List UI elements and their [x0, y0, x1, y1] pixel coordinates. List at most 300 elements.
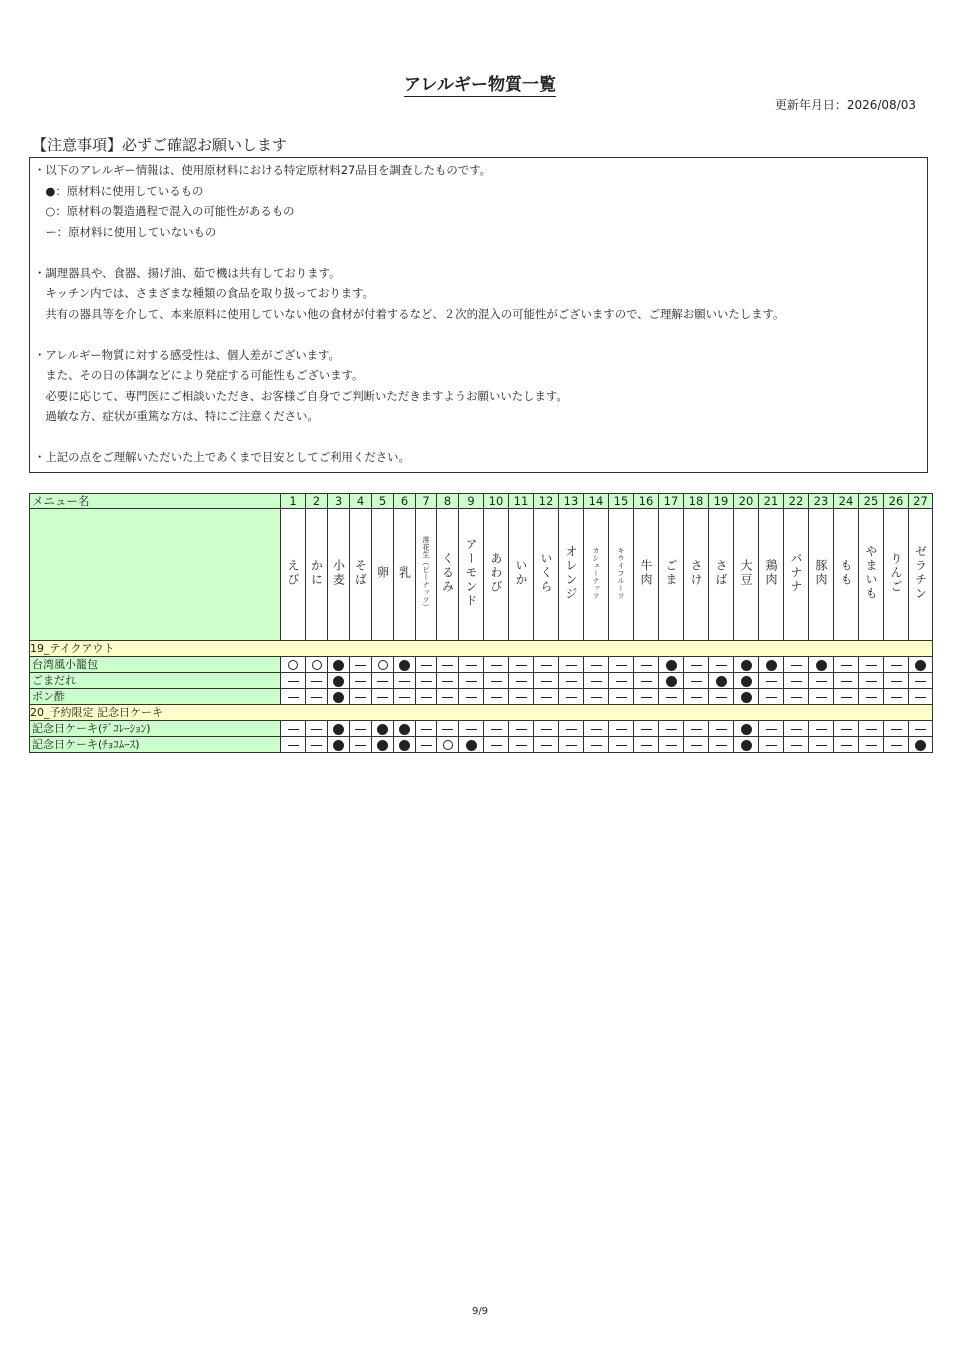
allergen-name: ごま	[664, 559, 678, 587]
allergen-number: 7	[416, 494, 437, 509]
allergen-mark-cell	[834, 689, 859, 705]
dash-mark	[466, 681, 477, 682]
allergen-mark-cell	[684, 721, 709, 737]
dash-mark	[816, 681, 827, 682]
open-circle-mark	[312, 660, 322, 670]
allergen-number: 18	[684, 494, 709, 509]
allergen-mark-cell	[909, 689, 933, 705]
allergen-number: 12	[534, 494, 559, 509]
dash-mark	[591, 697, 602, 698]
allergen-number: 21	[759, 494, 784, 509]
filled-circle-mark	[915, 660, 926, 671]
allergen-mark-cell	[559, 721, 584, 737]
dash-mark	[355, 745, 366, 746]
notice-heading: 【注意事項】必ずご確認お願いします	[32, 136, 288, 154]
dash-mark	[566, 729, 577, 730]
dash-mark	[791, 745, 802, 746]
allergen-mark-cell	[509, 689, 534, 705]
allergen-name-cell	[394, 509, 416, 641]
dash-mark	[691, 697, 702, 698]
dash-mark	[288, 697, 299, 698]
allergen-mark-cell	[509, 673, 534, 689]
notice-line: ○：原材料の製造過程で混入の可能性があるもの	[34, 204, 295, 218]
allergen-number: 25	[859, 494, 884, 509]
dash-mark	[891, 681, 902, 682]
allergen-number: 11	[509, 494, 534, 509]
allergen-mark-cell	[281, 689, 306, 705]
allergen-mark-cell	[634, 673, 659, 689]
allergen-number: 13	[559, 494, 584, 509]
allergen-name: 小麦	[331, 559, 346, 587]
allergen-name: えび	[286, 559, 300, 587]
page-title: アレルギー物質一覧	[404, 75, 556, 95]
allergen-mark-cell	[784, 689, 809, 705]
dash-mark	[421, 665, 432, 666]
dash-mark	[355, 697, 366, 698]
allergen-name-cell	[709, 509, 734, 641]
allergen-name-cell	[834, 509, 859, 641]
menu-header: メニュー名	[30, 494, 281, 509]
dash-mark	[566, 697, 577, 698]
allergen-name-cell	[909, 509, 933, 641]
dash-mark	[791, 665, 802, 666]
allergen-mark-cell	[684, 737, 709, 753]
allergen-mark-cell	[484, 737, 509, 753]
dash-mark	[355, 681, 366, 682]
dash-mark	[288, 681, 299, 682]
menu-item-name: ごまだれ	[30, 673, 281, 689]
allergen-name: 大豆	[739, 559, 753, 587]
dash-mark	[399, 681, 410, 682]
notice-line: キッチン内では、さまざまな種類の食品を取り扱っております。	[34, 286, 375, 300]
allergen-name-cell	[459, 509, 484, 641]
allergen-name: バナナ	[789, 552, 803, 594]
allergen-mark-cell	[584, 657, 609, 673]
allergen-mark-cell	[394, 657, 416, 673]
allergen-mark-cell	[394, 721, 416, 737]
table-row	[30, 657, 933, 673]
allergen-mark-cell	[834, 737, 859, 753]
allergen-name: 卵	[375, 566, 390, 580]
allergen-number: 5	[372, 494, 394, 509]
dash-mark	[841, 665, 852, 666]
allergen-mark-cell	[884, 737, 909, 753]
allergen-mark-cell	[759, 689, 784, 705]
allergen-name-cell	[437, 509, 459, 641]
allergen-mark-cell	[437, 673, 459, 689]
allergen-name: かに	[309, 559, 324, 587]
allergen-name: カシューナッツ	[592, 546, 600, 600]
dash-mark	[841, 745, 852, 746]
dash-mark	[442, 697, 453, 698]
allergen-name-cell	[884, 509, 909, 641]
allergen-mark-cell	[884, 657, 909, 673]
allergen-mark-cell	[659, 673, 684, 689]
allergen-mark-cell	[909, 721, 933, 737]
dash-mark	[541, 745, 552, 746]
allergen-name-cell	[734, 509, 759, 641]
dash-mark	[616, 729, 627, 730]
allergen-mark-cell	[350, 737, 372, 753]
allergen-mark-cell	[784, 737, 809, 753]
filled-circle-mark	[741, 660, 752, 671]
allergen-mark-cell	[734, 673, 759, 689]
dash-mark	[641, 681, 652, 682]
dash-mark	[691, 729, 702, 730]
allergen-mark-cell	[416, 689, 437, 705]
menu-item-name: 記念日ケーキ(ﾃﾞｺﾚｰｼｮﾝ)	[30, 721, 281, 737]
table-row	[30, 689, 933, 705]
notice-line: ・アレルギー物質に対する感受性は、個人差がございます。	[34, 347, 340, 362]
allergen-mark-cell	[859, 657, 884, 673]
notice-line: ー：原材料に使用していないもの	[34, 224, 217, 239]
dash-mark	[666, 729, 677, 730]
allergen-mark-cell	[416, 673, 437, 689]
allergen-mark-cell	[809, 689, 834, 705]
dash-mark	[816, 729, 827, 730]
allergen-table	[29, 493, 933, 753]
dash-mark	[541, 729, 552, 730]
allergen-number: 1	[281, 494, 306, 509]
dash-mark	[516, 697, 527, 698]
allergen-name: キウイフルーツ	[617, 546, 625, 600]
allergen-name-cell	[859, 509, 884, 641]
allergen-name-cell	[350, 509, 372, 641]
dash-mark	[641, 729, 652, 730]
allergen-mark-cell	[734, 657, 759, 673]
dash-mark	[616, 745, 627, 746]
allergen-name-cell	[372, 509, 394, 641]
allergen-mark-cell	[834, 721, 859, 737]
dash-mark	[442, 729, 453, 730]
menu-item-name: ポン酢	[30, 689, 281, 705]
allergen-mark-cell	[416, 737, 437, 753]
allergen-mark-cell	[684, 689, 709, 705]
allergen-mark-cell	[759, 657, 784, 673]
dash-mark	[377, 681, 388, 682]
notice-line: ・上記の点をご理解いただいた上であくまで目安としてご利用ください。	[34, 450, 410, 464]
allergen-mark-cell	[328, 689, 350, 705]
dash-mark	[616, 697, 627, 698]
dash-mark	[841, 729, 852, 730]
allergen-name-cell	[306, 509, 328, 641]
allergen-mark-cell	[709, 689, 734, 705]
allergen-mark-cell	[609, 689, 634, 705]
allergen-number: 6	[394, 494, 416, 509]
allergen-mark-cell	[372, 657, 394, 673]
allergen-mark-cell	[281, 721, 306, 737]
filled-circle-mark	[741, 740, 752, 751]
dash-mark	[311, 729, 322, 730]
allergen-mark-cell	[372, 689, 394, 705]
dash-mark	[791, 681, 802, 682]
allergen-mark-cell	[416, 721, 437, 737]
dash-mark	[766, 697, 777, 698]
dash-mark	[491, 697, 502, 698]
allergen-mark-cell	[609, 673, 634, 689]
page-number: 9/9	[471, 1306, 489, 1317]
dash-mark	[421, 697, 432, 698]
allergen-name: 鶏肉	[764, 559, 778, 587]
allergen-mark-cell	[909, 737, 933, 753]
dash-mark	[466, 729, 477, 730]
allergen-name-cell	[759, 509, 784, 641]
allergen-mark-cell	[584, 673, 609, 689]
allergen-name-cell	[281, 509, 306, 641]
allergen-mark-cell	[634, 689, 659, 705]
allergen-mark-cell	[306, 689, 328, 705]
allergen-mark-cell	[437, 657, 459, 673]
allergen-number: 8	[437, 494, 459, 509]
dash-mark	[666, 697, 677, 698]
allergen-mark-cell	[534, 721, 559, 737]
allergen-name: あわび	[489, 552, 503, 594]
allergen-mark-cell	[484, 673, 509, 689]
dash-mark	[816, 697, 827, 698]
allergen-mark-cell	[459, 721, 484, 737]
allergen-mark-cell	[809, 673, 834, 689]
dash-mark	[442, 681, 453, 682]
filled-circle-mark	[466, 740, 477, 751]
notice-line: 必要に応じて、専門医にご相談いただき、お客様ご自身でご判断いただきますようお願いいたします。	[34, 388, 568, 403]
allergen-mark-cell	[509, 721, 534, 737]
allergen-mark-cell	[909, 673, 933, 689]
filled-circle-mark	[741, 724, 752, 735]
allergen-mark-cell	[809, 737, 834, 753]
dash-mark	[311, 697, 322, 698]
allergen-mark-cell	[609, 657, 634, 673]
allergen-number: 9	[459, 494, 484, 509]
allergen-name-cell	[328, 509, 350, 641]
filled-circle-mark	[741, 676, 752, 687]
allergen-mark-cell	[709, 657, 734, 673]
allergen-mark-cell	[609, 721, 634, 737]
allergen-mark-cell	[659, 721, 684, 737]
allergen-mark-cell	[559, 657, 584, 673]
allergen-mark-cell	[372, 721, 394, 737]
allergen-number: 17	[659, 494, 684, 509]
dash-mark	[841, 681, 852, 682]
notice-line: 共有の器具等を介して、本来原料に使用していない他の食材が付着するなど、２次的混入の可能性がございますので、ご理解お願いいたします。	[34, 306, 785, 321]
allergen-mark-cell	[350, 721, 372, 737]
allergen-mark-cell	[509, 657, 534, 673]
allergen-name: さば	[714, 559, 728, 587]
allergen-mark-cell	[281, 673, 306, 689]
dash-mark	[866, 745, 877, 746]
dash-mark	[716, 665, 727, 666]
dash-mark	[691, 745, 702, 746]
dash-mark	[466, 665, 477, 666]
allergen-name: そば	[353, 559, 368, 587]
dash-mark	[491, 665, 502, 666]
dash-mark	[766, 681, 777, 682]
allergen-mark-cell	[759, 737, 784, 753]
allergen-mark-cell	[509, 737, 534, 753]
allergen-mark-cell	[394, 673, 416, 689]
allergen-mark-cell	[459, 689, 484, 705]
dash-mark	[591, 729, 602, 730]
menu-header-blank	[30, 509, 281, 641]
allergen-mark-cell	[459, 737, 484, 753]
filled-circle-mark	[333, 740, 344, 751]
allergen-mark-cell	[884, 689, 909, 705]
notice-line: ・以下のアレルギー情報は、使用原材料における特定原材料27品目を調査したものです。	[34, 163, 492, 177]
allergen-name: 落花生（ピーナッツ）	[422, 535, 430, 611]
allergen-name-cell	[634, 509, 659, 641]
dash-mark	[866, 729, 877, 730]
allergen-name: アーモンド	[464, 538, 478, 608]
allergen-mark-cell	[281, 737, 306, 753]
notice-line: ・調理器具や、食器、揚げ油、茹で機は共有しております。	[34, 265, 341, 280]
allergen-mark-cell	[437, 689, 459, 705]
dash-mark	[666, 745, 677, 746]
dash-mark	[616, 681, 627, 682]
allergen-mark-cell	[350, 657, 372, 673]
allergen-name: 乳	[397, 566, 412, 580]
dash-mark	[641, 665, 652, 666]
allergen-mark-cell	[306, 657, 328, 673]
dash-mark	[399, 697, 410, 698]
allergen-name: いくら	[539, 552, 553, 594]
dash-mark	[716, 697, 727, 698]
allergen-mark-cell	[484, 689, 509, 705]
allergen-mark-cell	[884, 673, 909, 689]
table-row	[30, 721, 933, 737]
allergen-mark-cell	[328, 737, 350, 753]
allergen-number: 14	[584, 494, 609, 509]
filled-circle-mark	[377, 740, 388, 751]
menu-item-name: 記念日ケーキ(ﾁｮｺﾑｰｽ)	[30, 737, 281, 753]
allergen-mark-cell	[459, 657, 484, 673]
dash-mark	[311, 745, 322, 746]
allergen-mark-cell	[659, 737, 684, 753]
dash-mark	[616, 665, 627, 666]
dash-mark	[891, 745, 902, 746]
dash-mark	[491, 729, 502, 730]
allergen-mark-cell	[534, 673, 559, 689]
allergen-mark-cell	[784, 721, 809, 737]
dash-mark	[766, 745, 777, 746]
dash-mark	[355, 665, 366, 666]
dash-mark	[891, 697, 902, 698]
notice-line: 過敏な方、症状が重篤な方は、特にご注意ください。	[34, 409, 319, 423]
dash-mark	[421, 729, 432, 730]
allergen-number: 3	[328, 494, 350, 509]
allergen-mark-cell	[859, 673, 884, 689]
allergen-mark-cell	[534, 737, 559, 753]
notice-line	[34, 242, 923, 263]
filled-circle-mark	[333, 724, 344, 735]
dash-mark	[566, 681, 577, 682]
allergen-number: 4	[350, 494, 372, 509]
allergen-mark-cell	[734, 737, 759, 753]
dash-mark	[421, 681, 432, 682]
allergen-mark-cell	[534, 689, 559, 705]
allergen-number: 27	[909, 494, 933, 509]
dash-mark	[866, 681, 877, 682]
allergen-mark-cell	[328, 673, 350, 689]
dash-mark	[491, 745, 502, 746]
filled-circle-mark	[816, 660, 827, 671]
category-row: 19_テイクアウト	[30, 641, 933, 657]
allergen-mark-cell	[559, 673, 584, 689]
menu-item-name: 台湾風小籠包	[30, 657, 281, 673]
dash-mark	[866, 665, 877, 666]
allergen-mark-cell	[416, 657, 437, 673]
allergen-name: やまいも	[864, 545, 878, 601]
allergen-mark-cell	[559, 737, 584, 753]
dash-mark	[491, 681, 502, 682]
allergen-number: 10	[484, 494, 509, 509]
filled-circle-mark	[666, 660, 677, 671]
dash-mark	[791, 697, 802, 698]
dash-mark	[791, 729, 802, 730]
dash-mark	[641, 745, 652, 746]
allergen-mark-cell	[659, 657, 684, 673]
allergen-name: 牛肉	[639, 559, 653, 587]
allergen-name-cell	[584, 509, 609, 641]
allergen-mark-cell	[684, 673, 709, 689]
dash-mark	[516, 681, 527, 682]
allergen-mark-cell	[584, 737, 609, 753]
allergen-mark-cell	[584, 721, 609, 737]
notice-line: また、その日の体調などにより発症する可能性もございます。	[34, 368, 364, 382]
dash-mark	[377, 697, 388, 698]
allergen-mark-cell	[809, 657, 834, 673]
dash-mark	[816, 745, 827, 746]
dash-mark	[442, 665, 453, 666]
allergen-name-cell	[416, 509, 437, 641]
dash-mark	[591, 745, 602, 746]
filled-circle-mark	[333, 660, 344, 671]
allergen-mark-cell	[784, 673, 809, 689]
dash-mark	[355, 729, 366, 730]
allergen-mark-cell	[759, 721, 784, 737]
dash-mark	[541, 681, 552, 682]
dash-mark	[311, 681, 322, 682]
allergen-mark-cell	[437, 737, 459, 753]
allergen-number: 20	[734, 494, 759, 509]
allergen-mark-cell	[834, 657, 859, 673]
allergen-name: もも	[839, 559, 853, 587]
allergen-name: 豚肉	[814, 559, 828, 587]
allergen-mark-cell	[909, 657, 933, 673]
dash-mark	[915, 681, 926, 682]
allergen-mark-cell	[328, 721, 350, 737]
dash-mark	[516, 665, 527, 666]
allergen-mark-cell	[394, 737, 416, 753]
dash-mark	[516, 745, 527, 746]
category-row: 20_予約限定 記念日ケーキ	[30, 705, 933, 721]
notice-line	[34, 324, 923, 345]
allergen-mark-cell	[784, 657, 809, 673]
allergen-mark-cell	[584, 689, 609, 705]
allergen-name: くるみ	[440, 552, 455, 594]
dash-mark	[566, 665, 577, 666]
allergen-mark-cell	[609, 737, 634, 753]
filled-circle-mark	[666, 676, 677, 687]
open-circle-mark	[288, 660, 298, 670]
filled-circle-mark	[915, 740, 926, 751]
allergen-number: 16	[634, 494, 659, 509]
allergen-number: 19	[709, 494, 734, 509]
dash-mark	[691, 681, 702, 682]
allergen-mark-cell	[559, 689, 584, 705]
dash-mark	[591, 681, 602, 682]
allergen-name-cell	[509, 509, 534, 641]
dash-mark	[841, 697, 852, 698]
dash-mark	[891, 665, 902, 666]
